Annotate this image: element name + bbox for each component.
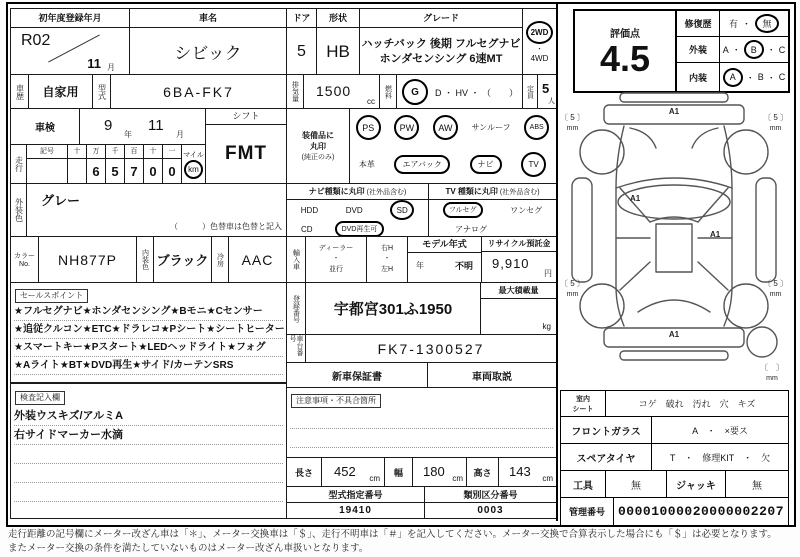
tread-depth-spare <box>760 362 784 382</box>
mileage-d4: 7 <box>130 163 138 179</box>
car-name-cell <box>129 8 287 75</box>
tv-type-panel <box>428 183 557 237</box>
import-dealer: ディーラー <box>318 244 354 252</box>
nav-cd: CD <box>301 224 313 234</box>
exterior-grade-b-circled: B <box>744 40 764 59</box>
inspection-note-line2: 右サイドマーカー水滴 <box>14 426 283 445</box>
mileage-h3: 千 <box>106 145 124 159</box>
interior-grade-c: C <box>778 72 786 82</box>
jack-value: 無 <box>752 480 762 492</box>
type-designation-label: 型式指定番号 <box>286 486 425 503</box>
repair-history-label: 修復歴 <box>677 11 720 36</box>
equip-aw-circled: AW <box>433 115 458 140</box>
evaluation-score: 4.5 <box>599 37 651 79</box>
length-value: 452 <box>334 464 356 479</box>
import-dot2: ・ <box>383 255 391 263</box>
tv-type-sub: (社外品含む) <box>499 188 540 196</box>
height-unit: cm <box>542 474 553 483</box>
exterior-grade-dot2: ・ <box>766 45 776 55</box>
registration-label: 登録番号 <box>286 282 306 335</box>
capacity-label: 定員 <box>522 74 538 109</box>
max-load-cell <box>480 282 557 335</box>
shaken-year-unit: 年 <box>124 130 132 139</box>
tread-spare-value: 〔 〕 <box>760 363 784 372</box>
tread-depth-rear-right <box>763 278 788 298</box>
tread-fr-value: 〔 5 〕 <box>763 113 788 122</box>
repair-no-circled: 無 <box>755 14 779 33</box>
grade-line1: ハッチバック 後期 フルセグナビ <box>361 37 521 50</box>
exterior-grade-label: 外装 <box>677 37 720 62</box>
import-dealer-cell <box>305 236 367 283</box>
import-dot1: ・ <box>332 255 340 263</box>
sales-point-empty-line <box>14 375 283 383</box>
exterior-grade-dot1: ・ <box>731 45 741 55</box>
drive-2wd-circled: 2WD <box>526 21 553 44</box>
nav-hdd: HDD <box>300 205 319 215</box>
nav-type-title: ナビ種類に丸印 <box>308 187 365 196</box>
import-label: 輸入車 <box>286 236 306 283</box>
displacement-cell <box>303 74 380 109</box>
panel-mark-front: A1 <box>668 107 680 116</box>
tread-depth-front-left <box>560 112 585 132</box>
car-top-view-svg <box>558 90 790 388</box>
mileage-symbol-label: 記号 <box>27 145 67 159</box>
model-year-cell <box>407 236 482 283</box>
first-registration-month: 11 <box>87 56 101 71</box>
recycle-deposit-unit: 円 <box>544 269 552 278</box>
color-no-label-1: カラー <box>14 253 35 260</box>
equip-abs-circled: ABS <box>524 115 549 140</box>
import-handle-cell <box>366 236 408 283</box>
mile-label: マイル <box>183 151 204 159</box>
width-cell <box>412 457 467 487</box>
management-number-value: 00001000020000002207 <box>617 504 785 519</box>
equip-navi-circled: ナビ <box>470 155 502 174</box>
max-load-label: 最大積載量 <box>481 283 556 299</box>
color-no-label-2: No. <box>19 261 30 268</box>
tools-value: 無 <box>606 471 667 497</box>
sales-point-line2: ★追従クルコン★ETC★ドラレコ★Pシート★シートヒーター <box>14 321 283 339</box>
warranty-book-cell: 新車保証書 <box>286 362 428 388</box>
capacity-value: 5 <box>542 81 550 96</box>
tv-oneseg: ワンセグ <box>510 205 543 215</box>
model-year-value: 不明 <box>454 261 473 271</box>
history-label: 車歴 <box>10 74 29 109</box>
tread-fl-unit: mm <box>566 125 579 132</box>
equipment-label-1: 装備品に <box>302 131 334 140</box>
first-registration-month-unit: 月 <box>107 63 115 72</box>
drive-type-cell <box>522 8 557 75</box>
inspection-notes-panel <box>10 383 287 519</box>
panel-mark-left: A1 <box>630 194 641 203</box>
inspection-note-empty3 <box>14 483 283 502</box>
caution-empty2 <box>290 429 553 448</box>
shift-value: FMT <box>224 143 268 164</box>
fuel-cell <box>396 74 523 109</box>
type-designation-value: 19410 <box>286 502 425 519</box>
fuel-other-options: D ・ HV ・ （ ） <box>435 88 519 98</box>
model-year-unit: 年 <box>416 261 424 270</box>
grade-line2: ホンダセンシング 6速MT <box>379 52 503 65</box>
import-left-handle: 左H <box>380 265 394 273</box>
shape-label: 形状 <box>317 9 359 28</box>
repair-yes: 有 <box>728 19 738 29</box>
shaken-year: 9 <box>104 117 113 134</box>
color-no-label <box>10 236 39 283</box>
cautions-panel <box>286 387 557 458</box>
equipment-panel <box>286 108 557 184</box>
tread-fl-value: 〔 5 〕 <box>560 113 585 122</box>
panel-mark-right: A1 <box>710 230 721 239</box>
displacement-label: 排気量 <box>286 74 304 109</box>
ac-value: AAC <box>228 236 287 283</box>
length-unit: cm <box>369 474 380 483</box>
fuel-gasoline-circled: G <box>402 79 428 105</box>
footer-notes <box>8 528 794 556</box>
mileage-d5: 0 <box>149 163 157 179</box>
mileage-unit-cell <box>181 144 206 184</box>
capacity-unit: 人 <box>548 98 555 105</box>
first-registration-cell <box>10 8 130 75</box>
windshield-label: フロントガラス <box>561 417 652 443</box>
sales-points-panel <box>10 282 287 383</box>
width-label: 幅 <box>384 457 413 487</box>
drive-dot: ・ <box>536 45 543 53</box>
nav-dvd: DVD <box>345 205 363 215</box>
evaluation-box <box>573 9 790 93</box>
footer-line2: またメーター交換の条件を満たしていないものはメーター改ざん車扱いとなります。 <box>8 543 369 554</box>
interior-grade-label: 内装 <box>677 63 720 91</box>
nav-dvd-play-circled: DVD再生可 <box>335 221 385 237</box>
model-year-label: モデル年式 <box>408 237 481 253</box>
fuel-label: 燃料 <box>379 74 397 109</box>
exterior-color-value: グレー <box>41 193 81 208</box>
shaken-value-cell <box>79 108 206 145</box>
displacement-value: 1500 <box>316 83 352 99</box>
first-registration-label: 初年度登録年月 <box>11 9 129 28</box>
width-value: 180 <box>423 464 445 479</box>
jack-label: ジャッキ <box>667 471 726 497</box>
class-number-value: 0003 <box>424 502 557 519</box>
recycle-deposit-value: 9,910 <box>492 256 530 271</box>
mileage-d2: 6 <box>92 163 100 179</box>
spare-tire-value: T ・ 修理KIT ・ 欠 <box>669 452 771 463</box>
inspection-note-line1: 外装ウスキズ/アルミA <box>14 407 283 426</box>
exterior-color-label: 外装色 <box>10 183 27 237</box>
interior-color-value: ブラック <box>153 236 212 283</box>
condition-table <box>560 390 789 526</box>
management-number-label: 管理番号 <box>561 498 614 525</box>
shape-cell <box>316 8 360 75</box>
mileage-h5: 十 <box>144 145 162 159</box>
height-cell <box>498 457 557 487</box>
sales-point-line4: ★Aライト★BT★DVD再生★サイド/カーテンSRS <box>14 357 283 375</box>
mileage-symbol-value <box>27 159 67 183</box>
import-right-handle: 右H <box>380 244 394 252</box>
tread-spare-unit: mm <box>766 375 778 382</box>
door-value: 5 <box>297 42 306 60</box>
car-name-label: 車名 <box>130 9 286 28</box>
tread-depth-rear-left <box>560 278 585 298</box>
equip-ps-circled: PS <box>356 115 381 140</box>
mileage-d6: 0 <box>168 163 176 179</box>
tools-label: 工具 <box>561 471 606 497</box>
km-circled: km <box>184 160 203 179</box>
import-parallel: 並行 <box>329 265 343 273</box>
car-damage-diagram <box>558 90 790 388</box>
interior-grade-dot1: ・ <box>745 72 755 83</box>
grade-cell <box>359 8 523 75</box>
equip-leather: 本革 <box>358 160 375 169</box>
ac-label: 冷房 <box>211 236 229 283</box>
first-registration-year: R02 <box>21 32 51 49</box>
panel-mark-rear: A1 <box>668 330 680 339</box>
interior-grade-a-circled: A <box>723 68 743 87</box>
tread-depth-front-right <box>763 112 788 132</box>
mileage-d3: 5 <box>111 163 119 179</box>
equip-pw-circled: PW <box>394 115 419 140</box>
height-value: 143 <box>509 464 531 479</box>
cautions-label: 注意事項・不具合箇所 <box>291 394 381 408</box>
repair-dot: ・ <box>742 19 752 29</box>
exterior-color-note: （ ）色替車は色替と記入 <box>170 222 282 231</box>
chassis-label: 車台番号 <box>286 334 306 363</box>
inspection-note-empty2 <box>14 464 283 483</box>
door-label: ドア <box>287 9 316 28</box>
spare-tire-label: スペアタイヤ <box>561 444 652 470</box>
history-value: 自家用 <box>28 74 93 109</box>
height-label: 高さ <box>466 457 499 487</box>
length-label: 長さ <box>286 457 322 487</box>
tv-analog: アナログ <box>455 224 487 234</box>
shift-cell <box>205 108 287 184</box>
inspection-note-empty1 <box>14 445 283 464</box>
interior-grade-dot2: ・ <box>766 72 776 83</box>
equip-sunroof: サンルーフ <box>471 123 511 132</box>
chassis-value: FK7-1300527 <box>305 334 557 363</box>
interior-color-label: 内装色 <box>136 236 154 283</box>
tread-rr-value: 〔 5 〕 <box>763 279 788 288</box>
shift-label: シフト <box>206 109 286 125</box>
footer-line1: 走行距離の記号欄にメーター改ざん車は「＊」、メーター交換車は「＄」、走行不明車は「＃」を記入してください。メーター交換で合算表示した場合にも「＄」は必要となります。 <box>8 529 777 540</box>
shaken-month-unit: 月 <box>176 130 184 139</box>
model-code-value: 6BA-FK7 <box>110 74 287 109</box>
tv-type-title: TV 種類に丸印 <box>445 187 498 196</box>
nav-type-panel <box>286 183 429 237</box>
interior-grade-b: B <box>757 72 764 82</box>
capacity-cell <box>537 74 557 109</box>
shape-value: HB <box>326 41 350 61</box>
shaken-label: 車検 <box>10 108 80 145</box>
nav-sd-circled: SD <box>390 200 414 220</box>
equipment-label-3: (純正のみ) <box>301 154 335 161</box>
shaken-month: 11 <box>148 117 164 134</box>
mileage-label: 走行 <box>10 144 27 184</box>
tread-rr-unit: mm <box>769 291 782 298</box>
seat-condition-items: コゲ 破れ 汚れ 穴 キズ <box>638 399 756 409</box>
mileage-h6: 一 <box>163 145 181 159</box>
tread-fr-unit: mm <box>769 125 782 132</box>
equipment-label-2: 丸印 <box>310 142 326 151</box>
nav-type-sub: (社外品含む) <box>366 188 407 196</box>
equip-tv-circled: TV <box>521 152 546 177</box>
width-unit: cm <box>452 474 463 483</box>
recycle-deposit-label: リサイクル預託金 <box>482 237 556 252</box>
sales-point-line3: ★スマートキー★Pスタート★LEDヘッドライト★フォグ <box>14 339 283 357</box>
inspection-note-empty4 <box>14 502 283 519</box>
mileage-h1: 十 <box>68 145 86 159</box>
recycle-deposit-cell <box>481 236 557 283</box>
registration-plate: 宇都宮301ふ1950 <box>305 282 481 335</box>
displacement-unit: cc <box>367 97 375 106</box>
color-no-value: NH877P <box>38 236 137 283</box>
vehicle-manual-cell: 車両取説 <box>427 362 557 388</box>
mileage-h4: 百 <box>125 145 143 159</box>
mileage-h2: 万 <box>87 145 105 159</box>
exterior-color-cell <box>26 183 287 237</box>
grade-label: グレード <box>360 9 522 28</box>
length-cell <box>321 457 385 487</box>
auction-sheet <box>6 2 796 527</box>
equip-airbag-circled: エアバック <box>394 155 449 174</box>
mileage-symbol-cell <box>26 144 68 184</box>
exterior-grade-a: A <box>722 44 729 55</box>
right-column <box>556 4 792 521</box>
caution-empty1 <box>290 412 553 429</box>
evaluation-score-label: 評価点 <box>610 28 640 40</box>
model-code-label: 型式 <box>92 74 111 109</box>
seat-label-2: シート <box>572 405 594 413</box>
car-name-value: シビック <box>174 44 242 63</box>
sales-points-label: セールスポイント <box>15 289 88 303</box>
class-number-label: 類別区分番号 <box>424 486 557 503</box>
tread-rl-unit: mm <box>566 291 579 298</box>
exterior-grade-c: C <box>778 44 786 55</box>
door-cell <box>286 8 317 75</box>
mileage-d1 <box>68 159 86 183</box>
drive-4wd: 4WD <box>530 53 549 63</box>
tv-fullseg-circled: フルセグ <box>443 202 483 218</box>
max-load-unit: kg <box>542 322 551 331</box>
sales-point-line1: ★フルセグナビ★ホンダセンシング★Bモニ★Cセンサー <box>14 303 283 321</box>
inspection-notes-label: 検査記入欄 <box>15 391 65 405</box>
seat-label-1: 室内 <box>576 395 590 403</box>
tread-rl-value: 〔 5 〕 <box>560 279 585 288</box>
windshield-value: A ・ ×要ス <box>692 425 748 436</box>
